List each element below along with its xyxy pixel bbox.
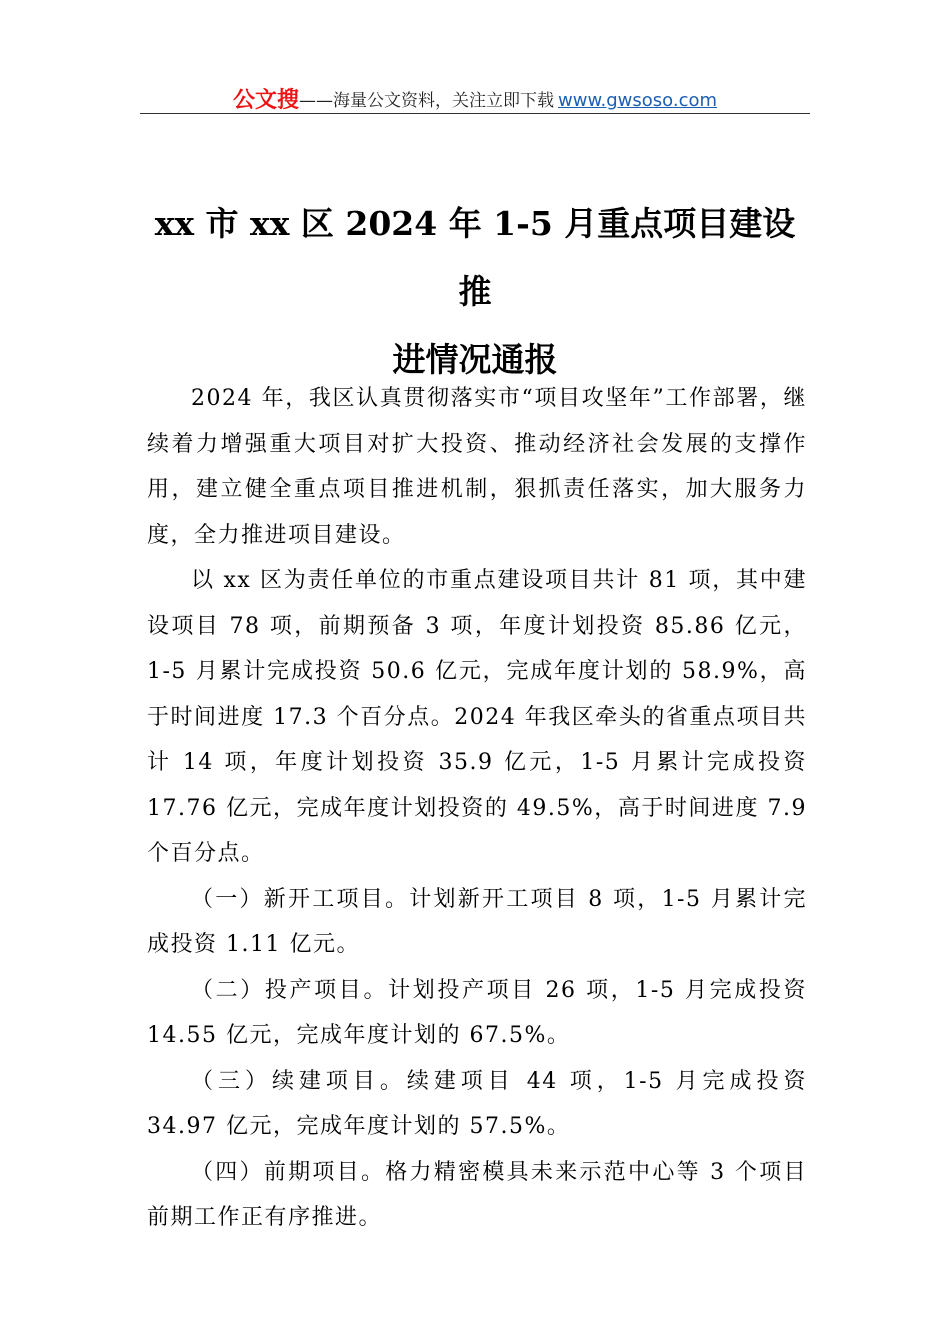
document-title — [140, 190, 810, 394]
header-divider — [140, 113, 810, 114]
header-tagline: ——海量公文资料，关注立即下载 — [299, 91, 554, 111]
paragraph-new-projects: （一）新开工项目。计划新开工项目 8 项，1-5 月累计完成投资 1.11 亿元。 — [147, 886, 807, 957]
paragraph-continued-projects: （三）续建项目。续建项目 44 项，1-5 月完成投资 34.97 亿元，完成年度计划的 57.5%。 — [147, 1068, 807, 1139]
paragraph-intro: 2024 年，我区认真贯彻落实市“项目攻坚年”工作部署，继续着力增强重大项目对扩大投资、推动经济社会发展的支撑作用，建立健全重点项目推进机制，狠抓责任落实，加大服务力度，全力推进项目建设。 — [147, 386, 807, 548]
paragraph-preliminary-projects: （四）前期项目。格力精密模具未来示范中心等 3 个项目前期工作正有序推进。 — [147, 1159, 807, 1230]
paragraph-production-projects: （二）投产项目。计划投产项目 26 项，1-5 月完成投资 14.55 亿元，完成年度计划的 67.5%。 — [147, 977, 807, 1048]
brand-name: 公文搜 — [232, 88, 299, 113]
website-link[interactable]: www.gwsoso.com — [558, 90, 718, 111]
title-line-2: 进情况通报 — [392, 340, 558, 379]
title-line-1: xx 市 xx 区 2024 年 1-5 月重点项目建设推 — [154, 204, 796, 311]
paragraph-overview: 以 xx 区为责任单位的市重点建设项目共计 81 项，其中建设项目 78 项，前期预备 3 项，年度计划投资 85.86 亿元，1-5 月累计完成投资 50.6 亿元，完成年度计划的 58.9%，高于时间进度 17.3 个百分点。2024 年我区牵头的省重点项目共计 14 项，年度计划投资 35.9 亿元，1-5 月累计完成投资 17.76 亿元，完成年度计划投资的 49.5%，高于时间进度 7.9 个百分点。 — [147, 568, 807, 866]
document-body — [147, 376, 807, 1241]
watermark-header — [140, 82, 810, 114]
